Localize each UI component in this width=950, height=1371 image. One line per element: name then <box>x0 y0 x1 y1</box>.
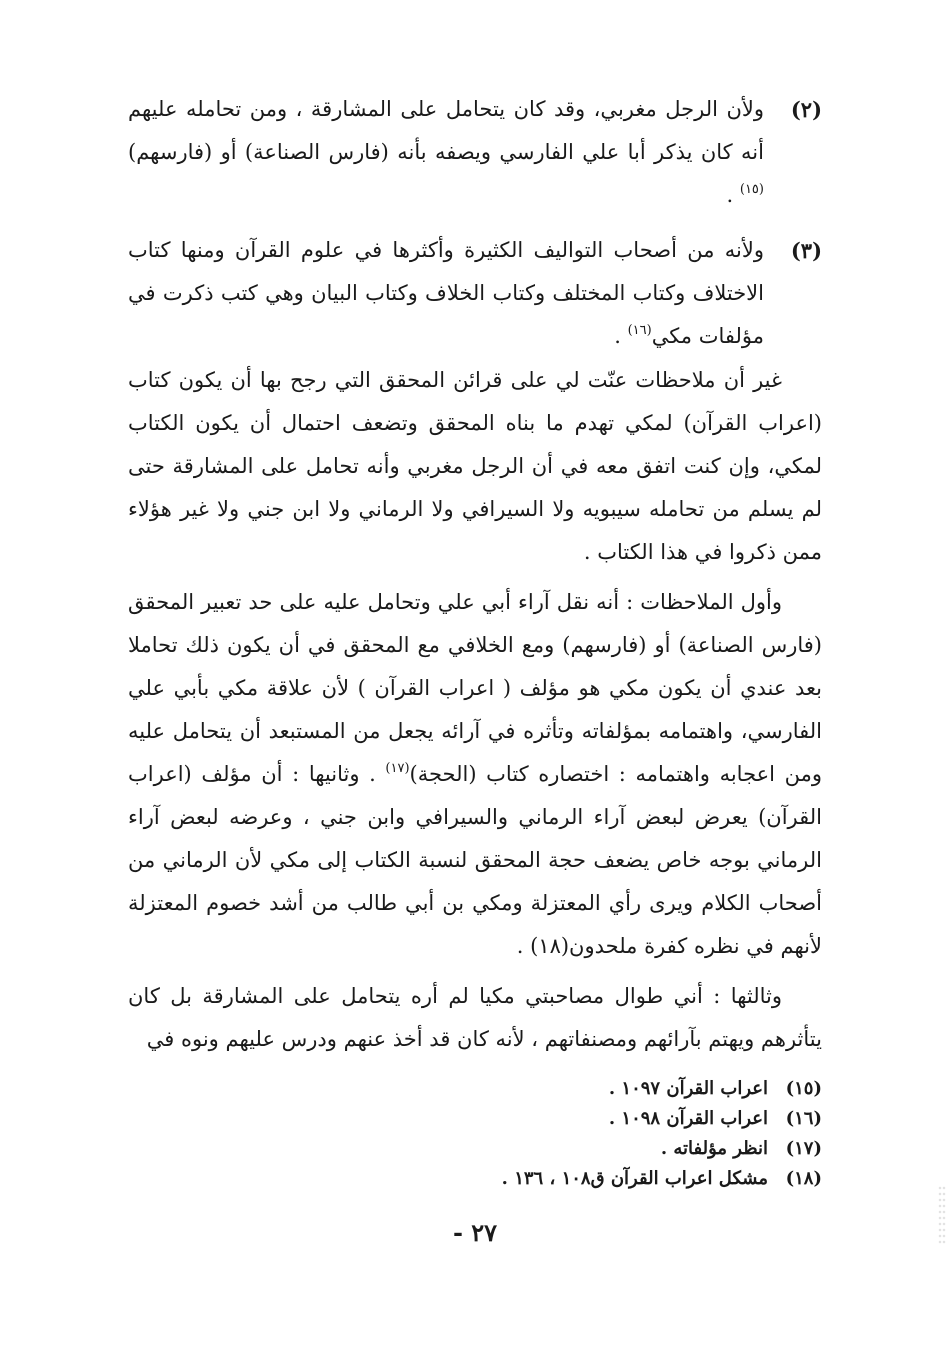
numbered-paragraph <box>128 229 822 358</box>
paragraph-body: ولأنه من أصحاب التواليف الكثيرة وأكثرها في علوم القرآن ومنها كتاب الاختلاف وكتاب المختلف وكتاب الخلاف وكتاب البيان وهي كتب ذكرت في مؤلفات مكي <box>128 238 764 348</box>
paragraph-number: (٢) <box>790 97 822 122</box>
numbered-paragraph <box>128 88 822 217</box>
footnote-ref: (١٥) <box>739 182 764 197</box>
footnote-text: اعراب القرآن ١٠٩٨ . <box>608 1108 768 1129</box>
footnote-text: مشكل اعراب القرآن ق١٠٨ ، ١٣٦ . <box>501 1168 768 1189</box>
paragraph-body: وأول الملاحظات : أنه نقل آراء أبي علي وتحامل عليه على حد تعبير المحقق (فارس الصناعة) أو (فارسهم) ومع الخلافي مع المحقق في أن يكون ذلك تحاملا بعد عندي أن يكون مكي هو مؤلف ( اعراب القرآن ) لأن علاقة مكي بأبي علي الفارسي، واهتمامه بمؤلفاته وتأثره في آرائه يجعل من المستبعد أن يتحامل عليه ومن اعجابه واهتمامه : اختصاره كتاب (الحجة) <box>128 590 822 786</box>
footnote-item <box>300 1134 822 1164</box>
footnote-number: (١٥) <box>785 1078 822 1099</box>
footnote-ref: (١٦) <box>627 323 652 338</box>
paragraph-tail: . <box>726 183 740 207</box>
footnote-ref: (١٧) <box>385 761 410 776</box>
paragraph-text <box>128 88 764 217</box>
footnote-number: (١٨) <box>785 1168 822 1189</box>
footnote-number: (١٦) <box>785 1108 822 1129</box>
paragraph-number: (٣) <box>790 238 822 263</box>
paragraph-text <box>128 581 822 968</box>
paragraph-tail: . <box>614 324 628 348</box>
paragraph-text <box>128 359 822 574</box>
footnote-text: اعراب القرآن ١٠٩٧ . <box>608 1078 768 1099</box>
body-paragraph-third-observation <box>128 975 822 1061</box>
footnotes <box>300 1074 822 1194</box>
page-number: ٢٧ - <box>452 1218 498 1247</box>
paragraph-body: وثالثها : أني طوال مصاحبتي مكيا لم أره يتحامل على المشارقة بل كان يتأثرهم ويهتم بآرائهم ومصنفاتهم ، لأنه كان قد أخذ عنهم ودرس عليهم ونوه في <box>128 984 822 1051</box>
body-paragraph-2 <box>128 88 822 217</box>
footnote-item <box>300 1104 822 1134</box>
paragraph-tail: . وثانيها : أن مؤلف (اعراب القرآن) يعرض لبعض آراء الرماني والسيرافي وابن جني ، وعرضه لبعض آراء الرماني بوجه خاص يضعف حجة المحقق لنسبة الكتاب إلى مكي لأن الرماني من أصحاب الكلام ويرى رأي المعتزلة ومكي بن أبي طالب من أشد خصوم المعتزلة لأنهم في نظره كفرة ملحدون(١٨) . <box>128 762 822 958</box>
footnote-number: (١٧) <box>785 1138 822 1159</box>
body-paragraph-3 <box>128 229 822 358</box>
footnote-item <box>300 1074 822 1104</box>
footnote-item <box>300 1164 822 1194</box>
paragraph-text <box>128 229 764 358</box>
paragraph-body: ولأن الرجل مغربي، وقد كان يتحامل على المشارقة ، ومن تحامله عليهم أنه كان يذكر أبا علي الفارسي ويصفه بأنه (فارس الصناعة) أو (فارسهم) <box>128 97 764 164</box>
paragraph-body: غير أن ملاحظات عنّت لي على قرائن المحقق التي رجح بها أن يكون كتاب (اعراب القرآن) لمكي تهدم ما بناه المحقق وتضعف احتمال أن يكون الكتاب لمكي، وإن كنت اتفق معه في أن الرجل مغربي وأنه تحامل على المشارقة حتى لم يسلم من تحامله سيبويه ولا السيرافي ولا الرماني ولا ابن جني ولا غير هؤلاء ممن ذكروا في هذا الكتاب . <box>128 368 822 564</box>
body-paragraph-first-observation <box>128 581 822 968</box>
body-paragraph-observations <box>128 359 822 574</box>
paragraph-text <box>128 975 822 1061</box>
scan-speck <box>938 1185 946 1245</box>
footnote-text: انظر مؤلفاته . <box>660 1138 768 1159</box>
